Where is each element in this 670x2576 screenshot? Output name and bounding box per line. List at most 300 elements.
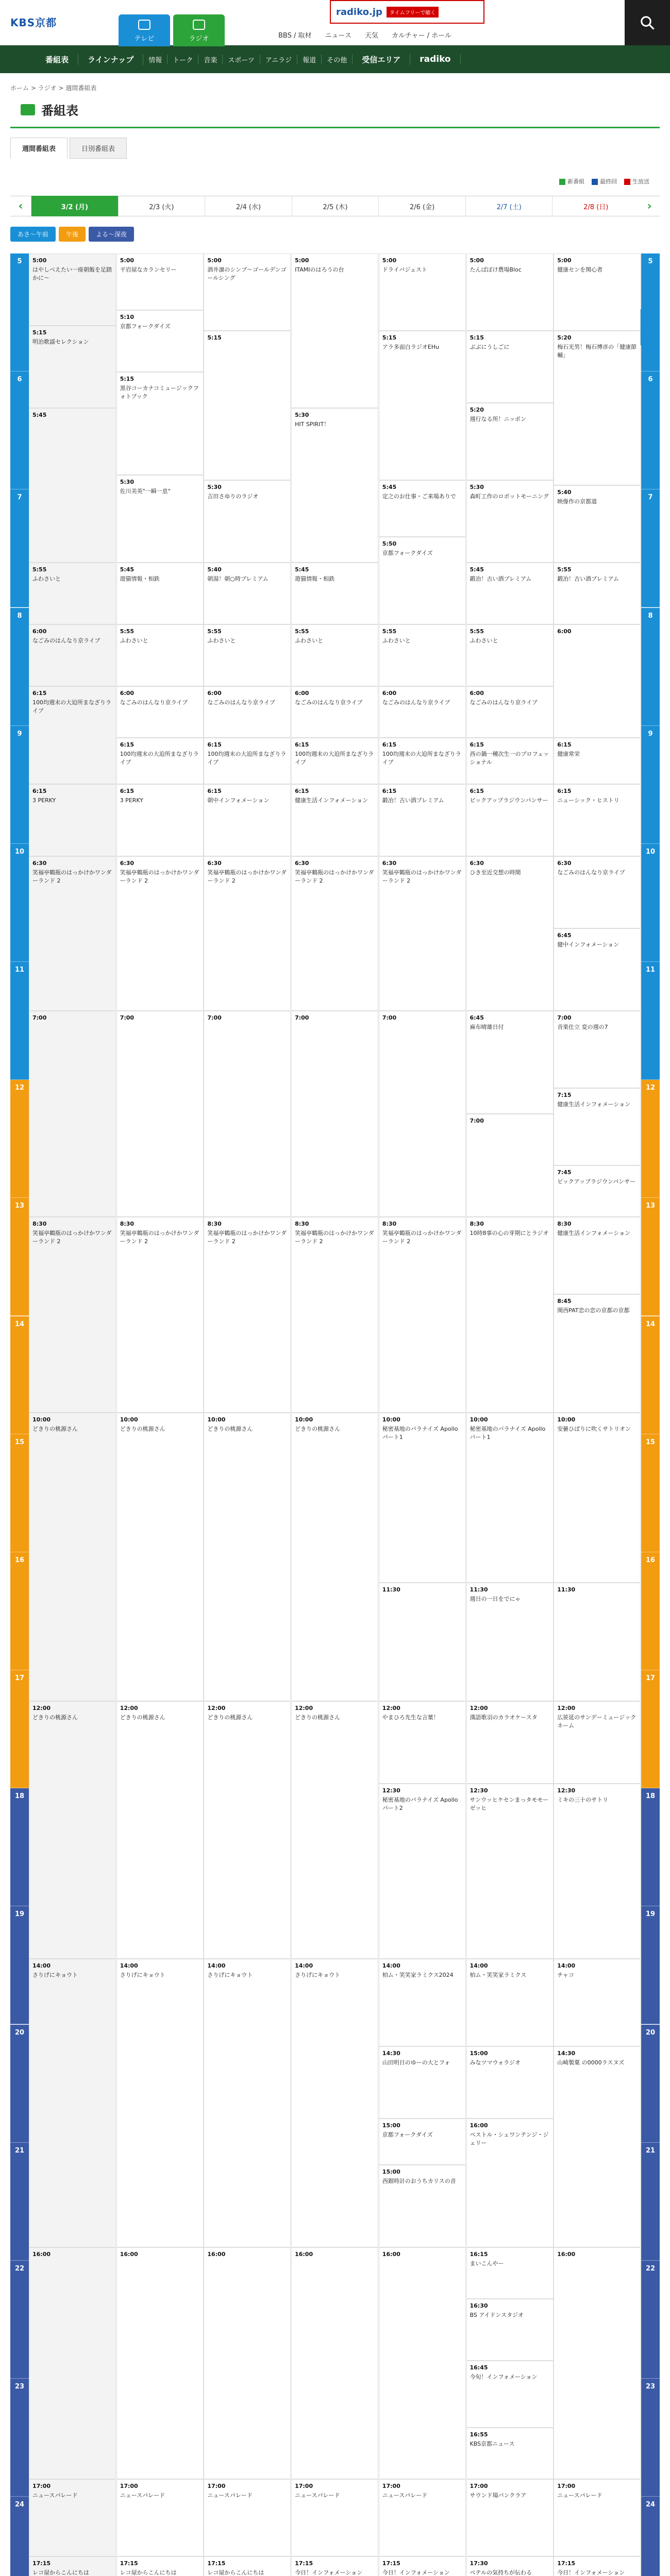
- program-cell[interactable]: [554, 738, 641, 784]
- program-title: 3 PERKY: [32, 796, 56, 804]
- program-title: 笑福亭鶴瓶のはっかけかワンダーランド 2: [295, 869, 374, 884]
- hour-label: 6: [10, 371, 29, 489]
- program-time: 5:15: [120, 376, 135, 382]
- program-time: 10:00: [382, 1416, 400, 1423]
- program-cell[interactable]: [554, 928, 641, 1011]
- program-title: ニュースパレード: [295, 2492, 340, 2499]
- program-cell[interactable]: [554, 1701, 641, 1784]
- jump-night-button[interactable]: よる〜深夜: [89, 227, 134, 242]
- program-time: 17:00: [470, 2483, 488, 2489]
- date-cell[interactable]: 2/5 (木): [292, 196, 379, 216]
- program-cell[interactable]: [379, 1701, 466, 1784]
- site-logo[interactable]: KBS京都: [10, 16, 57, 29]
- program-title: どきりの桃源さん: [120, 1425, 165, 1432]
- program-cell[interactable]: [116, 372, 204, 475]
- program-cell[interactable]: [116, 2247, 204, 2479]
- program-time: 6:15: [295, 788, 309, 794]
- nav-item-other[interactable]: その他: [322, 55, 353, 64]
- program-time: 17:00: [120, 2483, 138, 2489]
- program-time: 12:30: [470, 1787, 488, 1794]
- date-cell[interactable]: 2/6 (金): [378, 196, 465, 216]
- program-title: ミキの三十のサトリ: [557, 1796, 609, 1803]
- program-cell[interactable]: [554, 1011, 641, 1088]
- program-cell[interactable]: [29, 624, 116, 686]
- program-time: 6:30: [557, 860, 572, 867]
- program-title: レコ屋からこんにちは: [207, 2569, 264, 2576]
- program-time: 17:15: [557, 2560, 576, 2567]
- program-time: 6:00: [382, 690, 397, 697]
- program-time: 8:45: [557, 1298, 572, 1304]
- program-cell[interactable]: [466, 480, 554, 563]
- program-cell[interactable]: [466, 1784, 554, 1959]
- program-cell[interactable]: [466, 856, 554, 1011]
- program-cell[interactable]: [379, 2247, 466, 2479]
- program-title: 安曇ひばりに吹くサトリオン: [557, 1425, 631, 1432]
- program-time: 7:00: [120, 1014, 135, 1021]
- program-cell[interactable]: [291, 624, 378, 686]
- program-time: 6:15: [557, 788, 572, 794]
- program-cell[interactable]: [466, 2361, 554, 2428]
- program-title: 柏ム・笑笑家ラミクス: [470, 1971, 527, 1978]
- program-cell[interactable]: [291, 1011, 378, 1217]
- program-cell[interactable]: [116, 475, 204, 563]
- program-cell[interactable]: [116, 1217, 204, 1413]
- program-cell[interactable]: [379, 253, 466, 331]
- program-cell[interactable]: [554, 485, 641, 563]
- program-cell[interactable]: [466, 2428, 554, 2479]
- program-title: たんばぽけ農場Bloc: [470, 266, 522, 273]
- date-cell[interactable]: 3/2 (月): [31, 196, 118, 216]
- program-cell[interactable]: [116, 563, 204, 624]
- program-time: 6:00: [470, 690, 484, 697]
- program-cell[interactable]: [29, 326, 116, 408]
- program-cell[interactable]: [379, 856, 466, 1011]
- program-cell[interactable]: [466, 1701, 554, 1784]
- program-time: 14:00: [207, 1962, 226, 1969]
- program-cell[interactable]: [379, 2046, 466, 2119]
- program-cell[interactable]: [466, 1413, 554, 1583]
- tab-tv[interactable]: [119, 14, 170, 46]
- program-cell[interactable]: [29, 408, 116, 563]
- program-title: 京都フォークダイズ: [382, 2131, 433, 2138]
- program-cell[interactable]: [291, 2556, 378, 2576]
- program-cell[interactable]: [291, 253, 378, 408]
- top-nav-item[interactable]: 天気: [364, 32, 378, 40]
- program-cell[interactable]: [29, 1413, 116, 1701]
- program-title: 笑福亭鶴瓶のはっかけかワンダーランド 2: [207, 1229, 287, 1245]
- date-cell[interactable]: 2/7 (土): [465, 196, 552, 216]
- program-time: 10:00: [470, 1416, 488, 1423]
- program-cell[interactable]: [554, 331, 641, 485]
- program-time: 5:45: [382, 484, 397, 490]
- program-title: 京都フォークダイズ: [120, 323, 171, 330]
- program-cell[interactable]: [204, 624, 291, 686]
- program-cell[interactable]: [466, 2247, 554, 2299]
- program-time: 12:00: [557, 1705, 576, 1711]
- hour-label: 12: [641, 1080, 660, 1198]
- program-title: まいこんやー: [470, 2260, 504, 2267]
- program-cell[interactable]: [291, 686, 378, 738]
- program-title: 朝湯！朝○時プレミアム: [207, 575, 269, 582]
- program-cell[interactable]: [116, 1011, 204, 1217]
- nav-item-music[interactable]: 音楽: [198, 55, 223, 64]
- program-cell[interactable]: [466, 784, 554, 856]
- top-nav: [278, 30, 451, 40]
- program-title: チャコ: [557, 1971, 574, 1978]
- program-cell[interactable]: [466, 686, 554, 738]
- prev-week-arrow[interactable]: ‹: [18, 199, 23, 213]
- program-cell[interactable]: [466, 403, 554, 480]
- program-title: ドライバジェスト: [382, 266, 428, 273]
- program-title: 広笹延のサンデーミュージックネーム: [557, 1714, 636, 1729]
- nav-item-anime[interactable]: アニラジ: [260, 55, 297, 64]
- program-title: 鍛冶！古い酒プレミアム: [470, 575, 532, 582]
- program-cell[interactable]: [291, 1701, 378, 1959]
- program-time: 5:45: [295, 566, 309, 573]
- jump-afternoon-button[interactable]: 午後: [59, 227, 86, 242]
- program-cell[interactable]: [379, 624, 466, 686]
- nav-item-news[interactable]: 報道: [297, 55, 322, 64]
- program-cell[interactable]: [379, 686, 466, 738]
- program-cell[interactable]: [116, 310, 204, 372]
- program-title: どきりの桃源さん: [207, 1425, 253, 1432]
- program-time: 10:00: [295, 1416, 313, 1423]
- program-cell[interactable]: [466, 1959, 554, 2046]
- program-time: 16:30: [470, 2302, 488, 2309]
- program-cell[interactable]: [554, 253, 641, 331]
- program-cell[interactable]: [554, 1217, 641, 1294]
- program-cell[interactable]: [29, 1217, 116, 1413]
- program-cell[interactable]: [466, 738, 554, 784]
- program-cell[interactable]: [29, 2556, 116, 2576]
- program-cell[interactable]: [554, 2479, 641, 2556]
- program-title: レコ屋からこんにちは: [120, 2569, 177, 2576]
- program-cell[interactable]: [554, 2046, 641, 2247]
- program-cell[interactable]: [466, 1114, 554, 1217]
- program-cell[interactable]: [204, 480, 291, 563]
- nav-item-area[interactable]: 受信エリア: [353, 54, 410, 65]
- date-cell[interactable]: 2/8 (日): [552, 196, 639, 216]
- program-cell[interactable]: [29, 856, 116, 1011]
- program-time: 8:30: [557, 1221, 572, 1227]
- page-title: [10, 92, 660, 128]
- page-title-text: 番組表: [41, 104, 78, 118]
- program-cell[interactable]: [379, 1784, 466, 1959]
- program-cell[interactable]: [204, 738, 291, 784]
- program-cell[interactable]: [116, 2556, 204, 2576]
- program-cell[interactable]: [554, 563, 641, 624]
- hour-label: 9: [641, 726, 660, 844]
- date-cell[interactable]: 2/4 (水): [205, 196, 292, 216]
- top-nav-item[interactable]: BBS / 取材: [278, 32, 312, 40]
- program-cell[interactable]: [379, 2479, 466, 2556]
- program-cell[interactable]: [466, 253, 554, 331]
- program-cell[interactable]: [291, 1959, 378, 2247]
- radio-icon: [193, 20, 205, 30]
- program-cell[interactable]: [466, 1011, 554, 1114]
- program-title: BS アイドンスタジオ: [470, 2311, 524, 2318]
- nav-item-lineup[interactable]: ラインナップ: [78, 54, 143, 65]
- program-title: 今日！インフォメーション: [382, 2569, 450, 2576]
- program-cell[interactable]: [379, 1583, 466, 1701]
- tab-daily[interactable]: 日別番組表: [70, 138, 127, 159]
- hour-label: 19: [10, 1906, 29, 2024]
- program-cell[interactable]: [466, 2556, 554, 2576]
- program-title: 笑福亭鶴瓶のはっかけかワンダーランド 2: [295, 1229, 374, 1245]
- program-cell[interactable]: [379, 1217, 466, 1413]
- program-cell[interactable]: [291, 856, 378, 1011]
- program-time: 12:30: [557, 1787, 576, 1794]
- program-cell[interactable]: [204, 856, 291, 1011]
- program-cell[interactable]: [116, 2479, 204, 2556]
- program-cell[interactable]: [29, 1701, 116, 1959]
- program-time: 5:15: [207, 334, 222, 341]
- program-title: はやしべえたい一座朝飯を足踏かに～: [32, 266, 112, 281]
- program-cell[interactable]: [379, 2556, 466, 2576]
- program-cell[interactable]: [291, 2247, 378, 2479]
- program-title: 週行なる所！ニッポン: [470, 415, 527, 422]
- program-title: ニューシック・ヒストリ: [557, 796, 619, 804]
- program-time: 17:15: [295, 2560, 313, 2567]
- program-cell[interactable]: [116, 686, 204, 738]
- program-title: さりげにキョウト: [295, 1971, 341, 1978]
- program-cell[interactable]: [29, 253, 116, 326]
- nav-item-radiko[interactable]: radiko: [410, 54, 460, 64]
- program-title: どきりの桃源さん: [32, 1425, 78, 1432]
- program-cell[interactable]: [116, 784, 204, 856]
- nav-item-sports[interactable]: スポーツ: [223, 55, 260, 64]
- schedule-grid: [10, 253, 660, 2576]
- tv-icon: [138, 20, 150, 30]
- program-cell[interactable]: [204, 1011, 291, 1217]
- radiko-banner[interactable]: [330, 0, 484, 24]
- program-time: 6:30: [382, 860, 397, 867]
- program-time: 10:00: [557, 1416, 576, 1423]
- program-time: 5:00: [207, 257, 222, 264]
- program-title: なごみのはんなり京ライブ: [382, 699, 450, 706]
- program-title: 今日！インフォメーション: [295, 2569, 363, 2576]
- program-time: 15:00: [382, 2122, 400, 2129]
- program-cell[interactable]: [204, 2556, 291, 2576]
- program-cell[interactable]: [291, 408, 378, 563]
- program-time: 12:00: [470, 1705, 488, 1711]
- program-time: 12:00: [207, 1705, 226, 1711]
- program-title: 健中インフォメーション: [557, 941, 619, 948]
- program-time: 5:00: [470, 257, 484, 264]
- program-cell[interactable]: [466, 2119, 554, 2247]
- nav-item-talk[interactable]: トーク: [167, 55, 198, 64]
- search-button[interactable]: [625, 0, 670, 45]
- program-cell[interactable]: [554, 1088, 641, 1165]
- program-title: ふわさいと: [120, 637, 148, 644]
- program-cell[interactable]: [379, 480, 466, 537]
- nav-item-info[interactable]: 情報: [143, 55, 167, 64]
- program-cell[interactable]: [204, 331, 291, 480]
- program-title: ニュースパレード: [207, 2492, 253, 2499]
- legend-live: 生放送: [624, 177, 649, 185]
- program-time: 8:30: [470, 1221, 484, 1227]
- hour-label: 7: [10, 489, 29, 607]
- program-cell[interactable]: [204, 563, 291, 624]
- program-cell[interactable]: [116, 1959, 204, 2247]
- program-time: 14:30: [382, 2050, 400, 2057]
- time-jump: [10, 227, 134, 242]
- program-cell[interactable]: [466, 563, 554, 624]
- program-title: 週日の一日をでにゃ: [470, 1595, 521, 1602]
- program-cell[interactable]: [379, 738, 466, 784]
- program-time: 17:15: [32, 2560, 51, 2567]
- program-cell[interactable]: [466, 331, 554, 403]
- program-cell[interactable]: [554, 1784, 641, 1959]
- program-cell[interactable]: [29, 2479, 116, 2556]
- program-cell[interactable]: [29, 1959, 116, 2247]
- program-time: 5:00: [120, 257, 135, 264]
- program-time: 5:30: [120, 479, 135, 485]
- program-cell[interactable]: [554, 1583, 641, 1701]
- program-cell[interactable]: [116, 624, 204, 686]
- program-cell[interactable]: [554, 2556, 641, 2576]
- program-cell[interactable]: [291, 1217, 378, 1413]
- program-title: 健康センを関心者: [557, 266, 603, 273]
- program-cell[interactable]: [379, 2119, 466, 2165]
- program-time: 5:55: [557, 566, 572, 573]
- program-cell[interactable]: [466, 2299, 554, 2361]
- program-title: 西銀時計のおうちカリスの音: [382, 2177, 456, 2184]
- program-cell[interactable]: [204, 2247, 291, 2479]
- media-tabs: [119, 30, 225, 62]
- nav-item-schedule[interactable]: 番組表: [36, 54, 78, 65]
- program-time: 14:00: [120, 1962, 138, 1969]
- program-cell[interactable]: [29, 563, 116, 624]
- program-time: 5:00: [557, 257, 572, 264]
- program-title: どきりの桃源さん: [207, 1714, 253, 1721]
- jump-morning-button[interactable]: あさ〜午前: [10, 227, 56, 242]
- program-cell[interactable]: [29, 1011, 116, 1217]
- program-time: 7:00: [295, 1014, 309, 1021]
- radiko-banner-tag: タイムフリーで聴く: [387, 7, 439, 18]
- program-time: 15:00: [382, 2168, 400, 2175]
- program-time: 16:00: [295, 2251, 313, 2258]
- program-time: 5:15: [32, 329, 47, 336]
- next-week-arrow[interactable]: ›: [647, 199, 652, 213]
- program-cell[interactable]: [29, 2247, 116, 2479]
- program-cell[interactable]: [204, 686, 291, 738]
- top-nav-item[interactable]: カルチャー / ホール: [391, 32, 451, 40]
- program-time: 6:15: [120, 741, 135, 748]
- program-title: さりげにキョウト: [207, 1971, 253, 1978]
- program-cell[interactable]: [554, 1413, 641, 1583]
- program-cell[interactable]: [379, 2165, 466, 2247]
- program-cell[interactable]: [204, 2479, 291, 2556]
- program-time: 6:00: [557, 628, 572, 635]
- program-cell[interactable]: [204, 784, 291, 856]
- program-cell[interactable]: [554, 1959, 641, 2046]
- program-cell[interactable]: [466, 2479, 554, 2556]
- program-time: 5:00: [382, 257, 397, 264]
- program-cell[interactable]: [204, 1701, 291, 1959]
- hour-label: 16: [641, 1552, 660, 1670]
- program-title: 健康生活インフォメーション: [557, 1229, 631, 1236]
- tab-radio-label: ラジオ: [189, 35, 209, 43]
- program-time: 5:45: [470, 566, 484, 573]
- program-cell[interactable]: [291, 784, 378, 856]
- radiko-banner-logo: radiko.jp: [336, 6, 382, 18]
- program-cell[interactable]: [379, 1011, 466, 1217]
- program-cell[interactable]: [379, 537, 466, 624]
- tab-radio[interactable]: [173, 14, 225, 46]
- program-title: どきりの桃源さん: [32, 1714, 78, 1721]
- program-cell[interactable]: [29, 686, 116, 784]
- hour-label: 5: [641, 253, 660, 371]
- program-cell[interactable]: [554, 1165, 641, 1217]
- program-cell[interactable]: [554, 856, 641, 928]
- program-cell[interactable]: [204, 1217, 291, 1413]
- program-cell[interactable]: [554, 784, 641, 856]
- program-time: 12:00: [32, 1705, 51, 1711]
- program-time: 5:30: [470, 484, 484, 490]
- program-cell[interactable]: [291, 1413, 378, 1701]
- program-cell[interactable]: [466, 2046, 554, 2119]
- date-cell[interactable]: 2/3 (火): [118, 196, 205, 216]
- program-cell[interactable]: [291, 2479, 378, 2556]
- program-cell[interactable]: [204, 1413, 291, 1701]
- program-cell[interactable]: [379, 331, 466, 480]
- program-cell[interactable]: [116, 856, 204, 1011]
- program-time: 11:30: [557, 1586, 576, 1593]
- program-cell[interactable]: [291, 738, 378, 784]
- program-cell[interactable]: [379, 784, 466, 856]
- program-time: 5:00: [295, 257, 309, 264]
- program-time: 5:15: [382, 334, 397, 341]
- hour-label: 12: [10, 1080, 29, 1198]
- top-nav-item[interactable]: ニュース: [325, 32, 351, 40]
- program-title: なごみのはんなり京ライブ: [120, 699, 188, 706]
- program-time: 5:50: [382, 540, 397, 547]
- program-title: どきりの桃源さん: [295, 1425, 341, 1432]
- program-time: 6:15: [120, 788, 135, 794]
- breadcrumb[interactable]: ホーム > ラジオ > 週間番組表: [10, 84, 97, 92]
- program-time: 6:15: [32, 788, 47, 794]
- program-time: 6:30: [120, 860, 135, 867]
- program-cell[interactable]: [554, 2247, 641, 2479]
- program-cell[interactable]: [116, 738, 204, 784]
- program-time: 6:30: [32, 860, 47, 867]
- program-cell[interactable]: [204, 1959, 291, 2247]
- program-title: 遊猫情報・相鉄: [295, 575, 335, 582]
- program-cell[interactable]: [379, 1959, 466, 2046]
- program-time: 14:00: [295, 1962, 313, 1969]
- program-cell[interactable]: [466, 1217, 554, 1413]
- program-cell[interactable]: [116, 1413, 204, 1701]
- program-title: 笑福亭鶴瓶のはっかけかワンダーランド 2: [120, 869, 199, 884]
- program-time: 12:00: [382, 1705, 400, 1711]
- program-cell[interactable]: [379, 1413, 466, 1583]
- program-title: ふわさいと: [295, 637, 324, 644]
- program-cell[interactable]: [116, 253, 204, 310]
- program-cell[interactable]: [554, 1294, 641, 1413]
- tab-weekly[interactable]: 週間番組表: [10, 138, 68, 159]
- program-cell[interactable]: [29, 784, 116, 856]
- program-cell[interactable]: [554, 624, 641, 738]
- program-cell[interactable]: [204, 253, 291, 331]
- program-cell[interactable]: [466, 624, 554, 686]
- program-cell[interactable]: [116, 1701, 204, 1959]
- program-time: 8:30: [32, 1221, 47, 1227]
- program-cell[interactable]: [291, 563, 378, 624]
- program-cell[interactable]: [466, 1583, 554, 1701]
- program-title: 100均週末の大迫所まなざりライブ: [295, 750, 374, 766]
- program-title: さりげにキョウト: [32, 1971, 78, 1978]
